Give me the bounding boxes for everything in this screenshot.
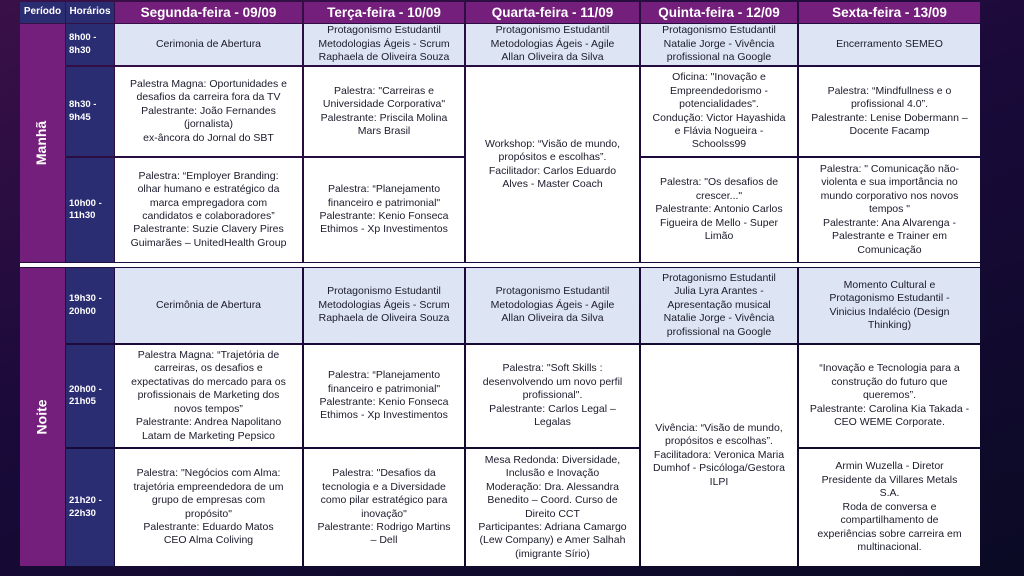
period-divider (20, 263, 980, 267)
session-cell: Oficina: "Inovação e Empreendedorismo - potencialidades". Condução: Victor Hayashida e Flávia Nogueira - Schoolss99 (641, 67, 797, 156)
session-cell: Palestra: " Comunicação não- violenta e sua importância no mundo corporativo nos novos tempos " Palestrante: Ana Alvarenga - Palestrante e Trainer em Comunicação (799, 158, 980, 262)
period-header-label: Período (23, 6, 62, 18)
session-cell: “Inovação e Tecnologia para a construção do futuro que queremos”. Palestrante: Carolina Kia Takada - CEO WEME Corporate. (799, 345, 980, 447)
session-cell: Cerimonia de Abertura (115, 24, 302, 65)
session-cell: Palestra: "Os desafios de crescer..." Palestrante: Antonio Carlos Figueira de Mello - Super Limão (641, 158, 797, 262)
session-cell: Workshop: “Visão de mundo, propósitos e escolhas”. Facilitador: Carlos Eduardo Alves - Master Coach (466, 67, 639, 262)
time-slot: 19h30 - 20h00 (66, 268, 114, 343)
session-cell: Vivência: “Visão de mundo, propósitos e escolhas”. Facilitadora: Veronica Maria Dumhof - Psicóloga/Gestora ILPI (641, 345, 797, 566)
session-cell: Palestra: "Carreiras e Universidade Corporativa" Palestrante: Priscila Molina Mars Brasil (304, 67, 464, 156)
times-header-label: Horários (69, 6, 111, 18)
session-cell: Protagonismo Estudantil Metodologias Ágeis - Scrum Raphaela de Oliveira Souza (304, 268, 464, 343)
session-cell: Palestra: "Negócios com Alma: trajetória empreendedora de um grupo de empresas com propósito" Palestrante: Eduardo Matos CEO Alma Coliving (115, 449, 302, 566)
day-header-wednesday: Quarta-feira - 11/09 (466, 2, 639, 23)
time-slot: 20h00 - 21h05 (66, 345, 114, 447)
day-header-friday: Sexta-feira - 13/09 (799, 2, 980, 23)
times-column-header (66, 2, 114, 23)
session-cell: Armin Wuzella - Diretor Presidente da Villares Metals S.A. Roda de conversa e compartilhamento de experiências sobre carreira em multinacional. (799, 449, 980, 566)
session-cell: Momento Cultural e Protagonismo Estudantil - Vinicius Indalécio (Design Thinking) (799, 268, 980, 343)
time-slot: 10h00 - 11h30 (66, 158, 114, 262)
day-header-thursday: Quinta-feira - 12/09 (641, 2, 797, 23)
session-cell: Protagonismo Estudantil Metodologias Ágeis - Agile Allan Oliveira da Silva (466, 268, 639, 343)
session-cell: Palestra: “Mindfullness e o profissional 4.0”. Palestrante: Lenise Dobermann – Docente Facamp (799, 67, 980, 156)
session-cell: Cerimônia de Abertura (115, 268, 302, 343)
time-slot: 21h20 - 22h30 (66, 449, 114, 566)
time-slot: 8h30 - 9h45 (66, 67, 114, 156)
session-cell: Protagonismo Estudantil Metodologias Ágeis - Scrum Raphaela de Oliveira Souza (304, 24, 464, 65)
session-cell: Protagonismo Estudantil Metodologias Ágeis - Agile Allan Oliveira da Silva (466, 24, 639, 65)
time-slot: 8h00 - 8h30 (66, 24, 114, 65)
session-cell: Palestra: "Desafios da tecnologia e a Diversidade como pilar estratégico para inovação" Palestrante: Rodrigo Martins – Dell (304, 449, 464, 566)
session-cell: Mesa Redonda: Diversidade, Inclusão e Inovação Moderação: Dra. Alessandra Benedito – Coord. Curso de Direito CCT Participantes: Adriana Camargo (Lew Company) e Amer Salhah (imigrante Sírio) (466, 449, 639, 566)
session-cell: Protagonismo Estudantil Natalie Jorge - Vivência profissional na Google (641, 24, 797, 65)
session-cell: Palestra Magna: Oportunidades e desafios da carreira fora da TV Palestrante: João Fernandes (jornalista) ex-âncora do Jornal do SBT (115, 67, 302, 156)
day-header-monday: Segunda-feira - 09/09 (115, 2, 302, 23)
session-cell: Encerramento SEMEO (799, 24, 980, 65)
period-label-morning: Manhã (20, 24, 65, 262)
period-label-night: Noite (20, 268, 65, 566)
session-cell: Palestra: “Planejamento financeiro e patrimonial" Palestrante: Kenio Fonseca Ethimos - Xp Investimentos (304, 345, 464, 447)
session-cell: Palestra Magna: “Trajetória de carreiras, os desafios e expectativas do mercado para os profissionais de Marketing dos novos tempos” Palestrante: Andrea Napolitano Latam de Marketing Pepsico (115, 345, 302, 447)
period-column-header (20, 2, 65, 23)
session-cell: Palestra: “Planejamento financeiro e patrimonial" Palestrante: Kenio Fonseca Ethimos - Xp Investimentos (304, 158, 464, 262)
day-header-tuesday: Terça-feira - 10/09 (304, 2, 464, 23)
session-cell: Palestra: “Employer Branding: olhar humano e estratégico da marca empregadora com candidatos e colaboradores” Palestrante: Suzie Clavery Pires Guimarães – UnitedHealth Group (115, 158, 302, 262)
session-cell: Palestra: "Soft Skills : desenvolvendo um novo perfil profissional". Palestrante: Carlos Legal – Legalas (466, 345, 639, 447)
session-cell: Protagonismo Estudantil Julia Lyra Arantes - Apresentação musical Natalie Jorge - Vivência profissional na Google (641, 268, 797, 343)
